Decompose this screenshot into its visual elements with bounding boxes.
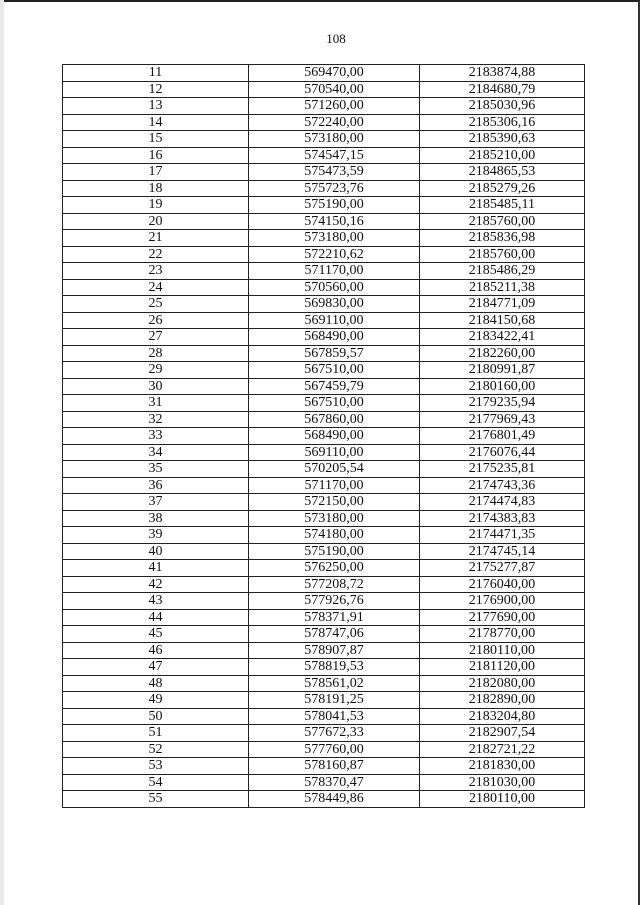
table-row [63,642,585,659]
table-row [63,131,585,148]
table-row [63,626,585,643]
coordinates-table [62,64,585,808]
x-coordinate-cell: 578191,25 [249,692,420,709]
table-row [63,81,585,98]
y-coordinate-cell: 2182721,22 [420,741,585,758]
x-coordinate-cell: 578747,06 [249,626,420,643]
table-row [63,378,585,395]
x-coordinate-cell: 568490,00 [249,428,420,445]
table-row [63,576,585,593]
x-coordinate-cell: 576250,00 [249,560,420,577]
y-coordinate-cell: 2181030,00 [420,774,585,791]
y-coordinate-cell: 2180110,00 [420,642,585,659]
y-coordinate-cell: 2174743,36 [420,477,585,494]
y-coordinate-cell: 2185306,16 [420,114,585,131]
x-coordinate-cell: 575723,76 [249,180,420,197]
table-row [63,180,585,197]
table-row [63,345,585,362]
point-number-cell: 28 [63,345,249,362]
x-coordinate-cell: 569470,00 [249,65,420,82]
y-coordinate-cell: 2175277,87 [420,560,585,577]
x-coordinate-cell: 570205,54 [249,461,420,478]
table-row [63,114,585,131]
table-row [63,428,585,445]
point-number-cell: 54 [63,774,249,791]
y-coordinate-cell: 2185210,00 [420,147,585,164]
point-number-cell: 51 [63,725,249,742]
y-coordinate-cell: 2185211,38 [420,279,585,296]
y-coordinate-cell: 2178770,00 [420,626,585,643]
x-coordinate-cell: 578819,53 [249,659,420,676]
table-row [63,543,585,560]
point-number-cell: 19 [63,197,249,214]
y-coordinate-cell: 2174745,14 [420,543,585,560]
point-number-cell: 13 [63,98,249,115]
table-row [63,444,585,461]
table-row [63,164,585,181]
table-row [63,213,585,230]
y-coordinate-cell: 2185760,00 [420,246,585,263]
point-number-cell: 47 [63,659,249,676]
x-coordinate-cell: 578561,02 [249,675,420,692]
point-number-cell: 24 [63,279,249,296]
table-row [63,659,585,676]
x-coordinate-cell: 574150,16 [249,213,420,230]
y-coordinate-cell: 2177690,00 [420,609,585,626]
x-coordinate-cell: 575473,59 [249,164,420,181]
y-coordinate-cell: 2183204,80 [420,708,585,725]
point-number-cell: 49 [63,692,249,709]
table-row [63,411,585,428]
table-row [63,147,585,164]
x-coordinate-cell: 578449,86 [249,791,420,808]
y-coordinate-cell: 2182260,00 [420,345,585,362]
table-row [63,98,585,115]
x-coordinate-cell: 571170,00 [249,477,420,494]
scan-left-edge [0,0,4,905]
x-coordinate-cell: 567860,00 [249,411,420,428]
point-number-cell: 16 [63,147,249,164]
table-row [63,263,585,280]
table-row [63,527,585,544]
point-number-cell: 12 [63,81,249,98]
y-coordinate-cell: 2185836,98 [420,230,585,247]
point-number-cell: 18 [63,180,249,197]
point-number-cell: 52 [63,741,249,758]
point-number-cell: 34 [63,444,249,461]
x-coordinate-cell: 577208,72 [249,576,420,593]
point-number-cell: 22 [63,246,249,263]
point-number-cell: 20 [63,213,249,230]
point-number-cell: 29 [63,362,249,379]
table-row [63,725,585,742]
y-coordinate-cell: 2180991,87 [420,362,585,379]
x-coordinate-cell: 578370,47 [249,774,420,791]
point-number-cell: 23 [63,263,249,280]
x-coordinate-cell: 573180,00 [249,230,420,247]
x-coordinate-cell: 570560,00 [249,279,420,296]
point-number-cell: 40 [63,543,249,560]
point-number-cell: 11 [63,65,249,82]
page-number: 108 [326,31,346,46]
table-row [63,791,585,808]
point-number-cell: 46 [63,642,249,659]
x-coordinate-cell: 577672,33 [249,725,420,742]
table-row [63,675,585,692]
table-row [63,312,585,329]
point-number-cell: 45 [63,626,249,643]
point-number-cell: 55 [63,791,249,808]
table-row [63,279,585,296]
y-coordinate-cell: 2174474,83 [420,494,585,511]
x-coordinate-cell: 572150,00 [249,494,420,511]
table-row [63,197,585,214]
table-row [63,230,585,247]
point-number-cell: 44 [63,609,249,626]
x-coordinate-cell: 571260,00 [249,98,420,115]
point-number-cell: 42 [63,576,249,593]
x-coordinate-cell: 570540,00 [249,81,420,98]
y-coordinate-cell: 2174383,83 [420,510,585,527]
point-number-cell: 36 [63,477,249,494]
table-row [63,494,585,511]
point-number-cell: 41 [63,560,249,577]
y-coordinate-cell: 2185485,11 [420,197,585,214]
x-coordinate-cell: 578907,87 [249,642,420,659]
x-coordinate-cell: 575190,00 [249,197,420,214]
point-number-cell: 27 [63,329,249,346]
table-row [63,593,585,610]
point-number-cell: 17 [63,164,249,181]
point-number-cell: 32 [63,411,249,428]
y-coordinate-cell: 2182907,54 [420,725,585,742]
x-coordinate-cell: 574547,15 [249,147,420,164]
table-row [63,362,585,379]
table-row [63,329,585,346]
y-coordinate-cell: 2180160,00 [420,378,585,395]
x-coordinate-cell: 569110,00 [249,444,420,461]
y-coordinate-cell: 2185279,26 [420,180,585,197]
x-coordinate-cell: 572210,62 [249,246,420,263]
x-coordinate-cell: 574180,00 [249,527,420,544]
table-row [63,477,585,494]
x-coordinate-cell: 569110,00 [249,312,420,329]
table-row [63,758,585,775]
x-coordinate-cell: 577760,00 [249,741,420,758]
x-coordinate-cell: 568490,00 [249,329,420,346]
y-coordinate-cell: 2182890,00 [420,692,585,709]
y-coordinate-cell: 2175235,81 [420,461,585,478]
point-number-cell: 25 [63,296,249,313]
x-coordinate-cell: 577926,76 [249,593,420,610]
x-coordinate-cell: 573180,00 [249,131,420,148]
x-coordinate-cell: 567510,00 [249,362,420,379]
y-coordinate-cell: 2184771,09 [420,296,585,313]
y-coordinate-cell: 2185030,96 [420,98,585,115]
point-number-cell: 43 [63,593,249,610]
y-coordinate-cell: 2184680,79 [420,81,585,98]
x-coordinate-cell: 571170,00 [249,263,420,280]
y-coordinate-cell: 2181830,00 [420,758,585,775]
x-coordinate-cell: 578160,87 [249,758,420,775]
point-number-cell: 53 [63,758,249,775]
point-number-cell: 21 [63,230,249,247]
y-coordinate-cell: 2183422,41 [420,329,585,346]
y-coordinate-cell: 2185760,00 [420,213,585,230]
table-row [63,65,585,82]
point-number-cell: 38 [63,510,249,527]
y-coordinate-cell: 2184150,68 [420,312,585,329]
x-coordinate-cell: 573180,00 [249,510,420,527]
x-coordinate-cell: 569830,00 [249,296,420,313]
y-coordinate-cell: 2181120,00 [420,659,585,676]
x-coordinate-cell: 567459,79 [249,378,420,395]
y-coordinate-cell: 2183874,88 [420,65,585,82]
y-coordinate-cell: 2174471,35 [420,527,585,544]
y-coordinate-cell: 2179235,94 [420,395,585,412]
point-number-cell: 33 [63,428,249,445]
y-coordinate-cell: 2176801,49 [420,428,585,445]
point-number-cell: 48 [63,675,249,692]
point-number-cell: 26 [63,312,249,329]
point-number-cell: 39 [63,527,249,544]
y-coordinate-cell: 2176900,00 [420,593,585,610]
table-row [63,296,585,313]
x-coordinate-cell: 578041,53 [249,708,420,725]
y-coordinate-cell: 2176040,00 [420,576,585,593]
x-coordinate-cell: 567859,57 [249,345,420,362]
x-coordinate-cell: 578371,91 [249,609,420,626]
table-row [63,774,585,791]
y-coordinate-cell: 2185486,29 [420,263,585,280]
y-coordinate-cell: 2180110,00 [420,791,585,808]
point-number-cell: 50 [63,708,249,725]
point-number-cell: 31 [63,395,249,412]
table-row [63,609,585,626]
table-row [63,708,585,725]
table-row [63,560,585,577]
table-row [63,246,585,263]
point-number-cell: 30 [63,378,249,395]
x-coordinate-cell: 567510,00 [249,395,420,412]
point-number-cell: 14 [63,114,249,131]
table-row [63,395,585,412]
table-row [63,741,585,758]
point-number-cell: 37 [63,494,249,511]
point-number-cell: 35 [63,461,249,478]
coordinates-table-body [63,65,585,808]
x-coordinate-cell: 572240,00 [249,114,420,131]
table-row [63,692,585,709]
point-number-cell: 15 [63,131,249,148]
y-coordinate-cell: 2184865,53 [420,164,585,181]
y-coordinate-cell: 2185390,63 [420,131,585,148]
y-coordinate-cell: 2177969,43 [420,411,585,428]
y-coordinate-cell: 2182080,00 [420,675,585,692]
table-row [63,461,585,478]
table-row [63,510,585,527]
y-coordinate-cell: 2176076,44 [420,444,585,461]
x-coordinate-cell: 575190,00 [249,543,420,560]
